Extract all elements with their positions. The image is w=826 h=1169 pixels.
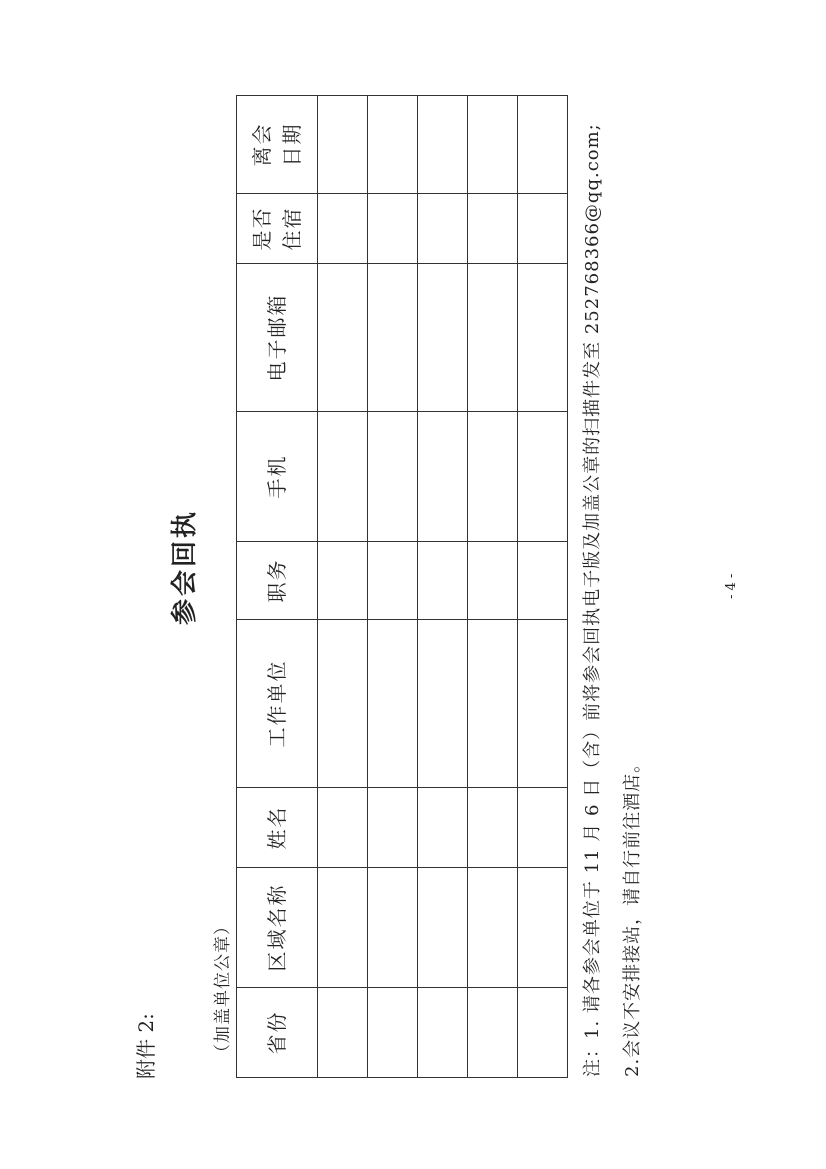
page-title: 参会回执 — [170, 508, 200, 625]
header-mobile: 手机 — [237, 412, 318, 542]
table-cell[interactable] — [468, 264, 518, 412]
table-cell[interactable] — [518, 194, 568, 264]
table-cell[interactable] — [418, 96, 468, 194]
table-cell[interactable] — [418, 788, 468, 868]
table-cell[interactable] — [318, 96, 368, 194]
table-cell[interactable] — [468, 412, 518, 542]
reply-table — [236, 95, 568, 1078]
table-cell[interactable] — [368, 542, 418, 620]
table-cell[interactable] — [518, 412, 568, 542]
table-cell[interactable] — [318, 194, 368, 264]
table-cell[interactable] — [418, 412, 468, 542]
header-position: 职务 — [237, 542, 318, 620]
table-cell[interactable] — [418, 264, 468, 412]
attachment-label: 附件 2: — [134, 1013, 158, 1079]
table-cell[interactable] — [368, 988, 418, 1078]
table-cell[interactable] — [468, 788, 518, 868]
table-cell[interactable] — [368, 412, 418, 542]
header-email: 电子邮箱 — [237, 264, 318, 412]
table-cell[interactable] — [318, 620, 368, 788]
note-line-1: 注：1. 请各参会单位于 11 月 6 日（含）前将参会回执电子版及加盖公章的扫描件发至 252768366@qq.com; — [582, 123, 603, 1077]
table-cell[interactable] — [368, 194, 418, 264]
table-cell[interactable] — [468, 96, 518, 194]
note-line-2: 2.会议不安排接站，请自行前往酒店。 — [622, 753, 643, 1077]
table-cell[interactable] — [418, 194, 468, 264]
table-cell[interactable] — [318, 542, 368, 620]
stamp-note: （加盖单位公章） — [213, 917, 233, 1061]
table-cell[interactable] — [318, 988, 368, 1078]
table-cell[interactable] — [518, 620, 568, 788]
header-lodging — [237, 194, 318, 264]
table-cell[interactable] — [368, 788, 418, 868]
table-row — [418, 96, 468, 1078]
table-row — [318, 96, 368, 1078]
table-cell[interactable] — [518, 96, 568, 194]
table-cell[interactable] — [318, 412, 368, 542]
table-cell[interactable] — [418, 542, 468, 620]
table-cell[interactable] — [518, 868, 568, 988]
header-departure-date — [237, 96, 318, 194]
table-row — [518, 96, 568, 1078]
table-cell[interactable] — [418, 868, 468, 988]
header-region: 区域名称 — [237, 868, 318, 988]
table-row — [468, 96, 518, 1078]
header-name: 姓名 — [237, 788, 318, 868]
table-header-row — [237, 96, 318, 1078]
page-number: - 4 - — [724, 573, 739, 599]
table-cell[interactable] — [418, 620, 468, 788]
table-row — [368, 96, 418, 1078]
table-cell[interactable] — [418, 988, 468, 1078]
table-cell[interactable] — [518, 264, 568, 412]
table-cell[interactable] — [318, 788, 368, 868]
table-cell[interactable] — [468, 194, 518, 264]
table-cell[interactable] — [468, 542, 518, 620]
table-cell[interactable] — [518, 542, 568, 620]
table-cell[interactable] — [468, 868, 518, 988]
table-cell[interactable] — [368, 868, 418, 988]
table-cell[interactable] — [368, 264, 418, 412]
table-cell[interactable] — [468, 620, 518, 788]
table-cell[interactable] — [368, 96, 418, 194]
header-province: 省份 — [237, 988, 318, 1078]
header-lodging-label: 是否住宿 — [250, 206, 304, 251]
table-cell[interactable] — [518, 788, 568, 868]
table-body — [318, 96, 568, 1078]
header-departure-date-label: 离会日期 — [250, 122, 304, 167]
table-cell[interactable] — [518, 988, 568, 1078]
table-cell[interactable] — [318, 868, 368, 988]
table-cell[interactable] — [318, 264, 368, 412]
table-cell[interactable] — [368, 620, 418, 788]
header-work-unit: 工作单位 — [237, 620, 318, 788]
table-cell[interactable] — [468, 988, 518, 1078]
